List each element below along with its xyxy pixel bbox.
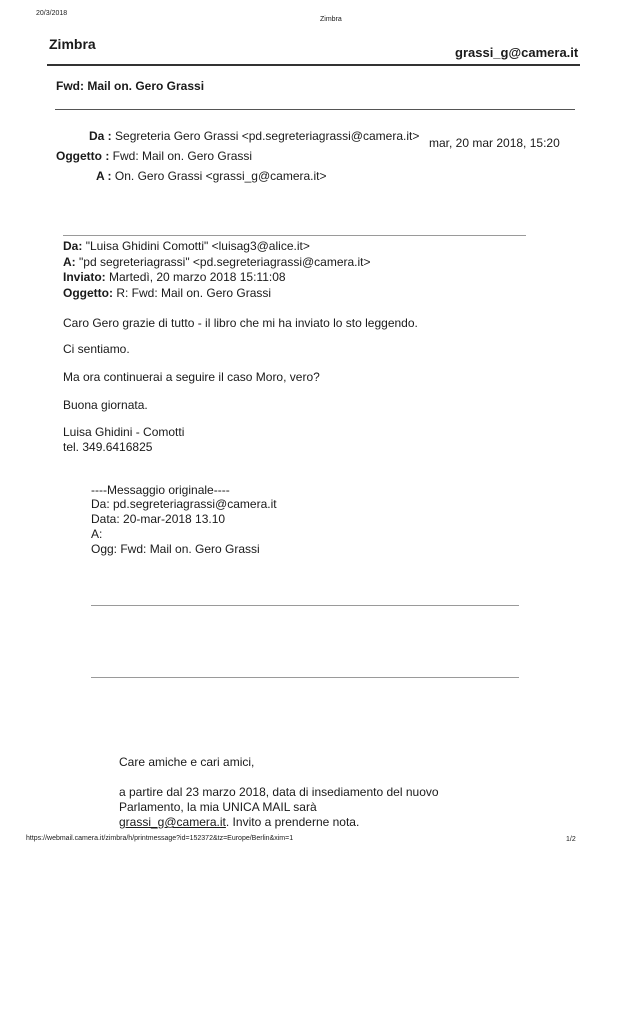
original-to: A:: [91, 527, 103, 541]
reply-subject-label: Oggetto:: [63, 286, 113, 300]
divider-2: [91, 677, 519, 678]
forwarded-line-3: [119, 815, 359, 829]
reply-sent-label: Inviato:: [63, 270, 106, 284]
subject-row: [56, 149, 252, 163]
reply-from-row: [63, 239, 310, 253]
from-value[interactable]: Segreteria Gero Grassi <pd.segreteriagrassi@camera.it>: [115, 129, 420, 143]
reply-from-value: "Luisa Ghidini Comotti" <luisag3@alice.it>: [85, 239, 310, 253]
reply-to-row: [63, 255, 371, 269]
body-divider: [63, 235, 526, 236]
reply-subject-value: R: Fwd: Mail on. Gero Grassi: [116, 286, 272, 300]
print-page-number: 1/2: [566, 836, 576, 843]
reply-line-1: Caro Gero grazie di tutto - il libro che mi ha inviato lo sto leggendo.: [63, 316, 418, 330]
signature-tel: tel. 349.6416825: [63, 440, 153, 454]
to-value[interactable]: On. Gero Grassi <grassi_g@camera.it>: [114, 169, 327, 183]
header-divider: [47, 64, 580, 66]
print-title: Zimbra: [320, 16, 342, 23]
original-subject: Ogg: Fwd: Mail on. Gero Grassi: [91, 542, 260, 556]
message-subject: Fwd: Mail on. Gero Grassi: [56, 79, 205, 93]
zimbra-logo-text: Zimbra: [49, 36, 96, 52]
forwarded-line-3-rest: . Invito a prenderne nota.: [225, 815, 360, 829]
reply-line-3: Ma ora continuerai a seguire il caso Moro, vero?: [63, 370, 320, 384]
to-row: [96, 169, 327, 183]
reply-line-4: Buona giornata.: [63, 398, 148, 412]
subject-value: Fwd: Mail on. Gero Grassi: [112, 149, 253, 163]
reply-to-label: A:: [63, 255, 76, 269]
forwarded-greeting: Care amiche e cari amici,: [119, 755, 255, 769]
reply-line-2: Ci sentiamo.: [63, 342, 130, 356]
reply-to-value: "pd segreteriagrassi" <pd.segreteriagrassi@camera.it>: [79, 255, 371, 269]
print-date: 20/3/2018: [36, 10, 68, 17]
original-from: Da: pd.segreteriagrassi@camera.it: [91, 497, 277, 511]
account-email: grassi_g@camera.it: [455, 45, 579, 60]
forwarded-line-2: Parlamento, la mia UNICA MAIL sarà: [119, 800, 317, 814]
original-separator: ----Messaggio originale----: [91, 483, 230, 497]
reply-from-label: Da:: [63, 239, 83, 253]
reply-subject-row: [63, 286, 271, 300]
from-label: Da :: [89, 129, 112, 143]
forwarded-email-link[interactable]: grassi_g@camera.it: [119, 815, 226, 829]
forwarded-line-1: a partire dal 23 marzo 2018, data di insediamento del nuovo: [119, 785, 439, 799]
to-label: A :: [96, 169, 112, 183]
from-row: [89, 129, 419, 143]
reply-sent-row: [63, 270, 286, 284]
signature-name: Luisa Ghidini - Comotti: [63, 425, 185, 439]
subject-label: Oggetto :: [56, 149, 110, 163]
reply-sent-value: Martedì, 20 marzo 2018 15:11:08: [109, 270, 286, 284]
divider-1: [91, 605, 519, 606]
message-date: mar, 20 mar 2018, 15:20: [429, 136, 560, 150]
original-date: Data: 20-mar-2018 13.10: [91, 512, 226, 526]
subject-divider: [55, 109, 575, 110]
print-url: https://webmail.camera.it/zimbra/h/printmessage?id=152372&tz=Europe/Berlin&xim=1: [26, 835, 294, 842]
